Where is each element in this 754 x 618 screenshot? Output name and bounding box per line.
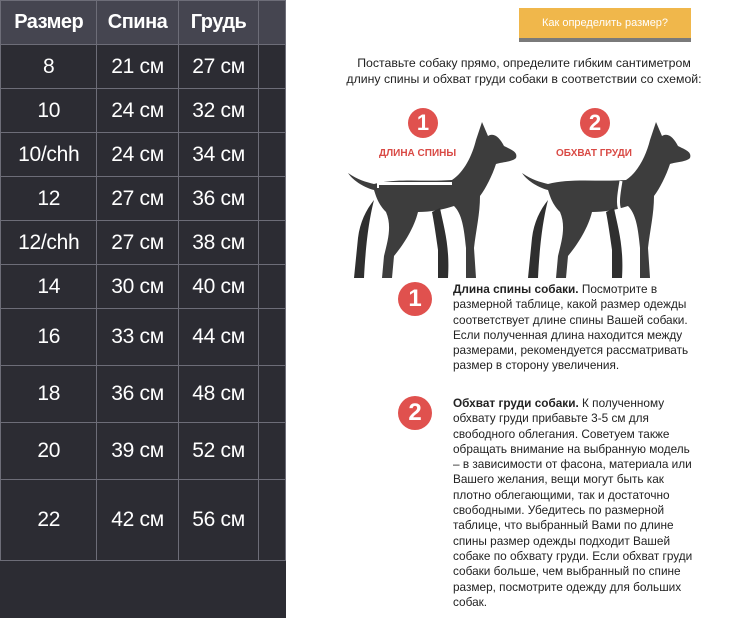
cell-size: 12 [1, 177, 97, 221]
step-2-title: Обхват груди собаки. [453, 396, 579, 410]
header-size: Размер [1, 1, 97, 45]
cell-extra [259, 177, 286, 221]
cell-back: 42 см [97, 480, 178, 561]
cell-chest: 44 см [178, 309, 259, 366]
cell-back: 21 см [97, 45, 178, 89]
cell-extra [259, 366, 286, 423]
table-row [1, 309, 286, 366]
step-2-text [453, 396, 699, 610]
tab-underline [519, 38, 691, 42]
size-table-panel [0, 0, 286, 618]
cell-extra [259, 265, 286, 309]
cell-extra [259, 423, 286, 480]
cell-back: 27 см [97, 177, 178, 221]
header-chest: Грудь [178, 1, 259, 45]
header-back: Спина [97, 1, 178, 45]
cell-back: 33 см [97, 309, 178, 366]
how-to-measure-tab[interactable]: Как определить размер? [519, 8, 691, 38]
cell-chest: 27 см [178, 45, 259, 89]
diagram-badge-1: 1 [408, 108, 438, 138]
cell-chest: 36 см [178, 177, 259, 221]
cell-size: 10/chh [1, 133, 97, 177]
cell-size: 16 [1, 309, 97, 366]
cell-size: 10 [1, 89, 97, 133]
table-row [1, 265, 286, 309]
cell-chest: 40 см [178, 265, 259, 309]
cell-back: 30 см [97, 265, 178, 309]
cell-chest: 34 см [178, 133, 259, 177]
cell-back: 36 см [97, 366, 178, 423]
cell-extra [259, 309, 286, 366]
cell-extra [259, 45, 286, 89]
table-row [1, 480, 286, 561]
step-2-badge: 2 [398, 396, 432, 430]
table-row [1, 89, 286, 133]
cell-size: 22 [1, 480, 97, 561]
cell-chest: 38 см [178, 221, 259, 265]
chest-girth-label: ОБХВАТ ГРУДИ [556, 148, 632, 159]
cell-extra [259, 133, 286, 177]
diagram-badge-2: 2 [580, 108, 610, 138]
cell-extra [259, 89, 286, 133]
back-length-label: ДЛИНА СПИНЫ [379, 148, 457, 159]
table-row [1, 221, 286, 265]
cell-back: 27 см [97, 221, 178, 265]
size-guide-panel [286, 0, 754, 618]
cell-extra [259, 221, 286, 265]
cell-chest: 48 см [178, 366, 259, 423]
cell-back: 39 см [97, 423, 178, 480]
step-2-body: К полученному обхвату груди прибавьте 3-5 см для свободного облегания. Советуем также обращать внимание на выбранную модель – в зависимости от фасона, материала или Вашего желания, вещи могут быть как плотно облегающими, так и достаточно свободными. Убедитесь по размерной таблице, что выбранный Вами по длине спины размер одежды подходит Вашей собаке по обхвату груди. Если обхват груди собаки больше, чем выбранный по спине размер, посмотрите одежду для больших собак. [453, 396, 693, 609]
table-row [1, 423, 286, 480]
cell-size: 20 [1, 423, 97, 480]
cell-back: 24 см [97, 89, 178, 133]
step-1-text [453, 282, 699, 374]
step-1-body: Посмотрите в размерной таблице, какой размер одежды соответствует длине спины Вашей собаки. Если полученная длина находится между размерами, рекомендуется рассматривать размер в сторону увеличения. [453, 282, 689, 373]
size-table [0, 0, 286, 561]
step-1-badge: 1 [398, 282, 432, 316]
header-extra [259, 1, 286, 45]
cell-size: 8 [1, 45, 97, 89]
intro-text: Поставьте собаку прямо, определите гибким сантиметром длину спины и обхват груди собаки в соответствии со схемой: [346, 56, 702, 86]
cell-size: 14 [1, 265, 97, 309]
table-header-row [1, 1, 286, 45]
dog-back-length-illustration [344, 118, 534, 288]
step-1-title: Длина спины собаки. [453, 282, 579, 296]
cell-extra [259, 480, 286, 561]
cell-chest: 32 см [178, 89, 259, 133]
dog-chest-girth-illustration [518, 118, 708, 288]
table-row [1, 133, 286, 177]
table-row [1, 45, 286, 89]
table-row [1, 366, 286, 423]
cell-chest: 56 см [178, 480, 259, 561]
cell-back: 24 см [97, 133, 178, 177]
cell-size: 18 [1, 366, 97, 423]
table-row [1, 177, 286, 221]
cell-chest: 52 см [178, 423, 259, 480]
cell-size: 12/chh [1, 221, 97, 265]
